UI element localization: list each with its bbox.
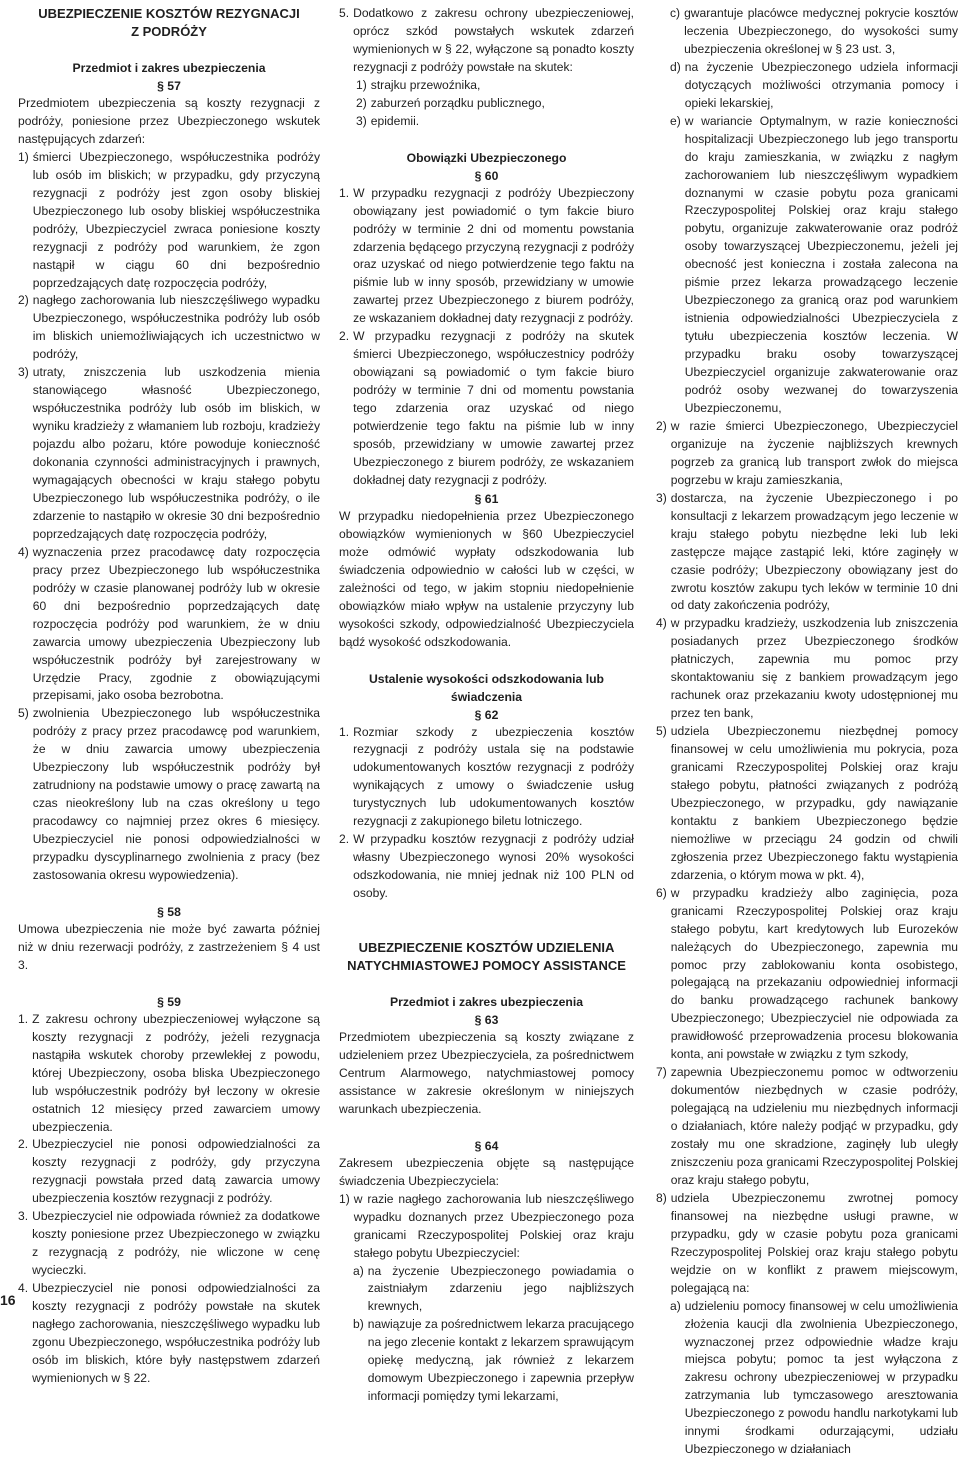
list-item bbox=[18, 544, 320, 706]
item-number: 1. bbox=[339, 724, 350, 739]
list-item bbox=[339, 1191, 634, 1263]
item-number: a) bbox=[670, 1298, 681, 1313]
item-number: 2. bbox=[18, 1137, 29, 1152]
item-number: 1) bbox=[356, 77, 367, 92]
item-number: 5) bbox=[656, 724, 667, 739]
item-text: epidemii. bbox=[370, 113, 420, 128]
paragraph-64-list bbox=[656, 418, 958, 1298]
list-item bbox=[670, 5, 958, 59]
paragraph-number-64: § 64 bbox=[474, 1138, 499, 1153]
column-middle bbox=[339, 5, 634, 1406]
paragraph-number-61: § 61 bbox=[474, 491, 499, 506]
list-item bbox=[18, 1136, 320, 1208]
item-text: wyznaczenia przez pracodawcę daty rozpoczęcia pracy przez Ubezpieczonego lub współuczestnika podróży w czasie planowanej podróży lub w okresie 60 dni bezpośrednio poprzedzających datę rozpoczęcia podróży pod warunkiem, że w dniu zawarcia umowy ubezpieczenia Ubezpieczony lub współuczestnik podróży był zarejestrowany w Urzędzie Pracy, zgodnie z obowiązującymi przepisami, jako osoba bezrobotna. bbox=[32, 544, 320, 703]
paragraph-59-5-list bbox=[339, 77, 634, 131]
item-text: Rozmiar szkody z ubezpieczenia kosztów rezygnacji z podróży ustala się na podstawie udokumentowanych kosztów rezygnacji z podróży wynikających z umowy o świadczenie usług turystycznych lub udokumentowanych kosztów rezygnacji z zakupionego biletu lotniczego. bbox=[353, 724, 634, 829]
list-item bbox=[656, 615, 958, 723]
list-item bbox=[656, 490, 958, 616]
subsection-heading: Przedmiot i zakres ubezpieczenia bbox=[389, 995, 584, 1010]
paragraph-64-1-sublist-continued bbox=[656, 5, 958, 418]
subsection-heading: Obowiązki Ubezpieczonego bbox=[406, 150, 567, 165]
subsection-heading: Przedmiot i zakres ubezpieczenia bbox=[72, 61, 266, 75]
item-number: 1. bbox=[339, 185, 350, 200]
list-item bbox=[339, 724, 634, 832]
item-text: na życzenie Ubezpieczonego powiadamia o zaistniałym zdarzeniu jego najbliższych krewnych, bbox=[367, 1263, 634, 1314]
list-item bbox=[356, 113, 634, 131]
item-number: 3. bbox=[18, 1209, 29, 1224]
item-text: nagłego zachorowania lub nieszczęśliwego wypadku Ubezpieczonego, współuczestnika podróży lub osób im bliskich uniemożliwiających ich uczestnictwo w podróży, bbox=[32, 293, 320, 362]
list-item bbox=[353, 1316, 634, 1406]
item-text: udziela Ubezpieczonemu niezbędnej pomocy finansowej w celu umożliwienia mu pokrycia, poza granicami Rzeczypospolitej Polskiej oraz kraju stałego pobytu, płatności związanych z podróżą Ubezpieczonego, w przypadku, gdy nawiązanie kontaktu z bankiem Ubezpieczonego będzie niemożliwe w przeciągu 24 godzin od chwili zgłoszenia przez Ubezpieczonego faktu wystąpienia zdarzenia, o którym mowa w pkt. 4), bbox=[670, 724, 958, 882]
paragraph-number-58: § 58 bbox=[157, 904, 181, 919]
item-number: 3) bbox=[656, 490, 667, 505]
item-number: 3) bbox=[18, 365, 29, 380]
item-text: w razie śmierci Ubezpieczonego, Ubezpieczyciel organizuje na życzenie najbliższych krewnych pogrzeb za granicą lub transport zwłok do miejsca pogrzebu w kraju zamieszkania, bbox=[670, 418, 958, 487]
paragraph-64-1-sublist bbox=[339, 1263, 634, 1407]
item-number: 2. bbox=[339, 832, 350, 847]
item-text: Z zakresu ochrony ubezpieczeniowej wyłączone są koszty rezygnacji z podróży, jeżeli rezygnacja nastąpiła wskutek choroby przewlekłej z powodu, której Ubezpieczony, osoba bliska Ubezpieczonego lub współuczestnik podróży był leczony w okresie ostatnich 12 miesięcy przed zawarciem umowy ubezpieczenia. bbox=[32, 1011, 320, 1134]
paragraph-64-8-sublist bbox=[656, 1298, 958, 1459]
item-text: w przypadku kradzieży albo zaginięcia, poza granicami Rzeczypospolitej Polskiej oraz kraju stałego pobytu, kart kredytowych lub Eurozeków należących do Ubezpieczonego, zapewnia mu pomoc przy zablokowaniu konta osobistego, polegającą na przekazaniu odpowiedniej informacji do banku prowadzącego rachunek bankowy Ubezpieczonego; Ubezpieczyciel nie odpowiada za prawidłowość przeprowadzenia procesu blokowania konta, ani powstałe w związku z tym szkody, bbox=[670, 885, 958, 1062]
paragraph-number-60: § 60 bbox=[474, 168, 499, 183]
item-number: 5. bbox=[339, 6, 350, 20]
item-text: nawiązuje za pośrednictwem lekarza pracującego na jego zlecenie kontakt z lekarzem sprawującym opiekę medyczną, jak również z lekarzem domowym Ubezpieczonego i zapewnia przepływ informacji pomiędzy tymi lekarzami, bbox=[367, 1317, 634, 1404]
item-number: 4) bbox=[656, 616, 667, 631]
list-item bbox=[18, 292, 320, 364]
item-text: utraty, zniszczenia lub uszkodzenia mienia stanowiącego własność Ubezpieczonego, współuczestnika podróży lub osób im bliskich, w wyniku kradzieży z włamaniem lub rozboju, kradzieży pojazdu albo pożaru, które powoduje konieczność dokonania czynności administracyjnych i prawnych, wymagających obecności w kraju stałego pobytu Ubezpieczonego lub współuczestnika podróży, o ile zdarzenie to nastąpiło w okresie 30 dni bezpośrednio poprzedzających datę rozpoczęcia podróży, bbox=[32, 365, 320, 541]
paragraph-64-intro: Zakresem ubezpieczenia objęte są następujące świadczenia Ubezpieczyciela: bbox=[339, 1155, 634, 1188]
item-number: 2) bbox=[356, 95, 367, 110]
list-item bbox=[18, 1280, 320, 1388]
list-item bbox=[18, 364, 320, 544]
item-text: na życzenie Ubezpieczonego udziela informacji dotyczących możliwości otrzymania pomocy i opieki lekarskiej, bbox=[684, 59, 958, 110]
list-item bbox=[670, 59, 958, 113]
item-text: udziela Ubezpieczonemu zwrotnej pomocy finansowej na niezbędne usługi prawne, w przypadku, gdy w czasie pobytu poza granicami Rzeczypospolitej Polskiej oraz kraju stałego pobytu wejdzie on w konflikt z prawem miejscowym, polegającą na: bbox=[670, 1190, 958, 1295]
paragraph-62-list bbox=[339, 724, 634, 904]
list-item bbox=[656, 1064, 958, 1190]
item-text: zaburzeń porządku publicznego, bbox=[370, 95, 545, 110]
list-item bbox=[18, 1011, 320, 1137]
column-left bbox=[18, 5, 320, 1388]
item-text: zwolnienia Ubezpieczonego lub współuczestnika podróży z pracy przez pracodawcę pod warunkiem, że w dniu zawarcia umowy ubezpieczenia Ubezpieczony lub współuczestnik podróży był zatrudniony na podstawie umowy o pracę zawartą na czas nieokreślony lub na czas określony u tego pracodawcy co najmniej przez okres 6 miesięcy. Ubezpieczyciel nie ponosi odpowiedzialności w przypadku dyscyplinarnego zwolnienia z pracy (bez zastosowania okresu wypowiedzenia). bbox=[32, 706, 320, 882]
list-item bbox=[656, 418, 958, 490]
item-number: 2) bbox=[18, 293, 29, 308]
item-number: 2) bbox=[656, 418, 667, 433]
paragraph-63-text: Przedmiotem ubezpieczenia są koszty związane z udzieleniem przez Ubezpieczyciela, za pośrednictwem Centrum Alarmowego, natychmiastowej pomocy assistance w zakresie określonym w niniejszych warunkach ubezpieczenia. bbox=[339, 1030, 634, 1116]
item-text: strajku przewoźnika, bbox=[370, 77, 481, 92]
item-number: 2. bbox=[339, 329, 350, 344]
item-number: 1) bbox=[339, 1191, 350, 1206]
paragraph-61-text: W przypadku niedopełnienia przez Ubezpieczonego obowiązków wymienionych w §60 Ubezpieczyciel może odmówić wypłaty odszkodowania lub świadczenia odpowiednio w całości lub w części, w zależności od tego, w jakim stopniu niedopełnienie obowiązków miało wpływ na ustalenie przyczyny lub wysokości szkody, odpowiedzialność Ubezpieczyciela bądź wysokość odszkodowania. bbox=[339, 508, 634, 649]
section-title-line2: NATYCHMIASTOWEJ POMOCY ASSISTANCE bbox=[347, 958, 626, 974]
list-item bbox=[356, 95, 634, 113]
paragraph-59-list bbox=[18, 1011, 320, 1388]
item-text: gwarantuje placówce medycznej pokrycie kosztów leczenia Ubezpieczonego, do wysokości sumy ubezpieczenia określonej w § 23 ust. 3, bbox=[684, 6, 958, 56]
paragraph-58-text: Umowa ubezpieczenia nie może być zawarta później niż w dniu rezerwacji podróży, z zastrzeżeniem § 4 ust 3. bbox=[18, 921, 320, 972]
paragraph-60-list bbox=[339, 185, 634, 490]
item-text: udzieleniu pomocy finansowej w celu umożliwienia złożenia kaucji dla zwolnienia Ubezpieczonego, wyznaczonej przez odpowiednie władze kraju miejsca pobytu; pomoc ta jest wyłączona z zakresu ochrony ubezpieczeniowej w przypadku zatrzymania lub tymczasowego aresztowania Ubezpieczonego z powodu handlu narkotykami lub innymi środkami odurzającymi, udziału Ubezpieczonego w działaniach bbox=[684, 1298, 958, 1457]
section-title-line2: Z PODRÓŻY bbox=[131, 24, 207, 39]
list-item bbox=[656, 1190, 958, 1298]
item-text: zapewnia Ubezpieczonemu pomoc w odtworzeniu dokumentów niezbędnych w czasie podróży, polegającą na udzieleniu mu niezbędnych informacji o działaniach, które należy podjąć w przypadku, gdy zostały mu one skradzione, zaginęły lub uległy zniszczeniu poza granicami Rzeczypospolitej Polskiej oraz kraju stałego pobytu, bbox=[670, 1065, 958, 1187]
item-number: 3) bbox=[356, 113, 367, 128]
item-text: W przypadku rezygnacji z podróży Ubezpieczony obowiązany jest powiadomić o tym fakcie biuro podróży w terminie 2 dni od momentu powstania zdarzenia będącego przyczyną rezygnacji z podróży oraz uzyskać od niego potwierdzenie tego faktu na piśmie lub w inny sposób, przewidziany w umowie zawartej przez Ubezpieczonego z biurem podróży, ze wskazaniem dokładnej daty rezygnacji z podróży. bbox=[353, 185, 634, 326]
list-item bbox=[339, 185, 634, 329]
section-title-line1: UBEZPIECZENIE KOSZTÓW REZYGNACJI bbox=[38, 6, 300, 21]
item-number: 1. bbox=[18, 1011, 29, 1026]
section-title-line1: UBEZPIECZENIE KOSZTÓW UDZIELENIA bbox=[358, 940, 615, 956]
list-item bbox=[356, 77, 634, 95]
item-number: 5) bbox=[18, 706, 29, 721]
list-item bbox=[339, 328, 634, 490]
item-text: Dodatkowo z zakresu ochrony ubezpieczeniowej, oprócz szkód powstałych wskutek zdarzeń wymienionych w § 22, wyłączone są ponadto koszty rezygnacji z podróży powstałe na skutek: bbox=[353, 6, 634, 74]
item-number: a) bbox=[353, 1263, 364, 1278]
column-right bbox=[656, 5, 958, 1459]
item-text: w przypadku kradzieży, uszkodzenia lub zniszczenia posiadanych przez Ubezpieczonego środków płatniczych, zapewnia mu pomoc przy skontaktowaniu się z bankiem prowadzącym jego rachunek oraz przekazaniu kwoty udostępnionej mu przez ten bank, bbox=[670, 616, 958, 721]
subsection-heading: Ustalenie wysokości odszkodowania lub świadczenia bbox=[368, 671, 604, 704]
item-number: 8) bbox=[656, 1190, 667, 1205]
item-text: Ubezpieczyciel nie ponosi odpowiedzialności za koszty rezygnacji z podróży powstałe na skutek nagłego zachorowania, nieszczęśliwego wypadku lub zgonu Ubezpieczonego, współuczestnika podróży lub osób im bliskich, które były następstwem zdarzeń wymienionych w § 22. bbox=[32, 1281, 320, 1385]
item-number: 4. bbox=[18, 1281, 29, 1296]
item-number: e) bbox=[670, 113, 681, 128]
item-number: c) bbox=[670, 6, 681, 20]
list-item bbox=[670, 1298, 958, 1459]
item-number: 4) bbox=[18, 544, 29, 559]
list-item bbox=[353, 1263, 634, 1317]
item-number: b) bbox=[353, 1317, 364, 1332]
list-item bbox=[339, 831, 634, 903]
item-number: 6) bbox=[656, 885, 667, 900]
list-item bbox=[656, 885, 958, 1065]
item-number: d) bbox=[670, 59, 681, 74]
list-item bbox=[18, 705, 320, 885]
item-text: W przypadku kosztów rezygnacji z podróży udział własny Ubezpieczonego wynosi 20% wysokości odszkodowania, nie mniej jednak niż 100 PLN od osoby. bbox=[353, 832, 634, 901]
paragraph-57-intro: Przedmiotem ubezpieczenia są koszty rezygnacji z podróży, poniesione przez Ubezpieczonego wskutek następujących zdarzeń: bbox=[18, 96, 320, 146]
list-item bbox=[18, 149, 320, 293]
item-text: Ubezpieczyciel nie ponosi odpowiedzialności za koszty rezygnacji z podróży, gdy przyczyna rezygnacji powstała przed datą zawarcia umowy ubezpieczenia kosztów rezygnacji z podróży. bbox=[32, 1137, 320, 1206]
item-text: w razie nagłego zachorowania lub nieszczęśliwego wypadku doznanych przez Ubezpieczonego poza granicami Rzeczypospolitej Polskiej oraz kraju stałego pobytu Ubezpieczyciel: bbox=[353, 1191, 634, 1260]
item-text: w wariancie Optymalnym, w razie konieczności hospitalizacji Ubezpieczonego lub jego transportu do kraju zamieszkania, w związku z nagłym zachorowaniem lub nieszczęśliwym wypadkiem doznanymi w czasie pobytu poza granicami Rzeczypospolitej Polskiej oraz kraju stałego pobytu, organizuje zakwaterowanie oraz podróż osoby towarzyszącej Ubezpieczonemu, jeżeli jej obecność jest konieczna i została zalecona na piśmie przez lekarza prowadzącego leczenie Ubezpieczonego za granicą oraz pod warunkiem istnienia odpowiedzialności Ubezpieczyciela z tytułu ubezpieczenia kosztów leczenia. W przypadku braku osoby towarzyszącej Ubezpieczyciel organizuje zakwaterowanie oraz podróż osoby wezwanej do towarzyszenia Ubezpieczonemu, bbox=[684, 113, 958, 415]
page-number: 16 bbox=[0, 1292, 16, 1308]
paragraph-number-62: § 62 bbox=[474, 707, 499, 722]
item-text: dostarcza, na życzenie Ubezpieczonego i po konsultacji z lekarzem prowadzącym jego leczenie w kraju stałego pobytu niezbędne leki lub leki zastępcze mające zastąpić leki, które zaginęły w czasie podróży; Ubezpieczony obowiązany jest do zwrotu kosztów zakupu tych leków w terminie 10 dni od daty zakończenia podróży, bbox=[670, 490, 958, 613]
list-item bbox=[18, 1208, 320, 1280]
item-number: 7) bbox=[656, 1065, 667, 1080]
list-item bbox=[656, 723, 958, 885]
list-item bbox=[339, 5, 634, 77]
item-text: śmierci Ubezpieczonego, współuczestnika podróży lub osób im bliskich; w przypadku, gdy przyczyną rezygnacji z podróży jest zgon osoby bliskiej Ubezpieczonego lub osoby bliskiej współuczestnika podróży, Ubezpieczyciel zwraca poniesione koszty rezygnacji z podróży pod warunkiem, że zgon nastąpił w ciągu 60 dni bezpośrednio poprzedzających datę rozpoczęcia podróży, bbox=[32, 149, 320, 290]
paragraph-number-57: § 57 bbox=[157, 79, 181, 93]
paragraph-number-59: § 59 bbox=[157, 994, 181, 1009]
paragraph-number-63: § 63 bbox=[474, 1013, 499, 1028]
list-item bbox=[670, 113, 958, 418]
paragraph-57-list bbox=[18, 149, 320, 885]
item-text: Ubezpieczyciel nie odpowiada również za dodatkowe koszty poniesione przez Ubezpieczonego w związku z rezygnacją z podróży, nie wliczone w cenę wycieczki. bbox=[32, 1209, 320, 1278]
item-text: W przypadku rezygnacji z podróży na skutek śmierci Ubezpieczonego, współuczestnicy podróży obowiązani są powiadomić o tym fakcie biuro podróży w terminie 7 dni od momentu powstania tego zdarzenia oraz uzyskać od niego potwierdzenie tego faktu na piśmie lub w inny sposób, przewidziany w umowie zawartej przez Ubezpieczonego z biurem podróży, ze wskazaniem dokładnej daty rezygnacji z podróży. bbox=[353, 329, 634, 487]
item-number: 1) bbox=[18, 149, 29, 164]
